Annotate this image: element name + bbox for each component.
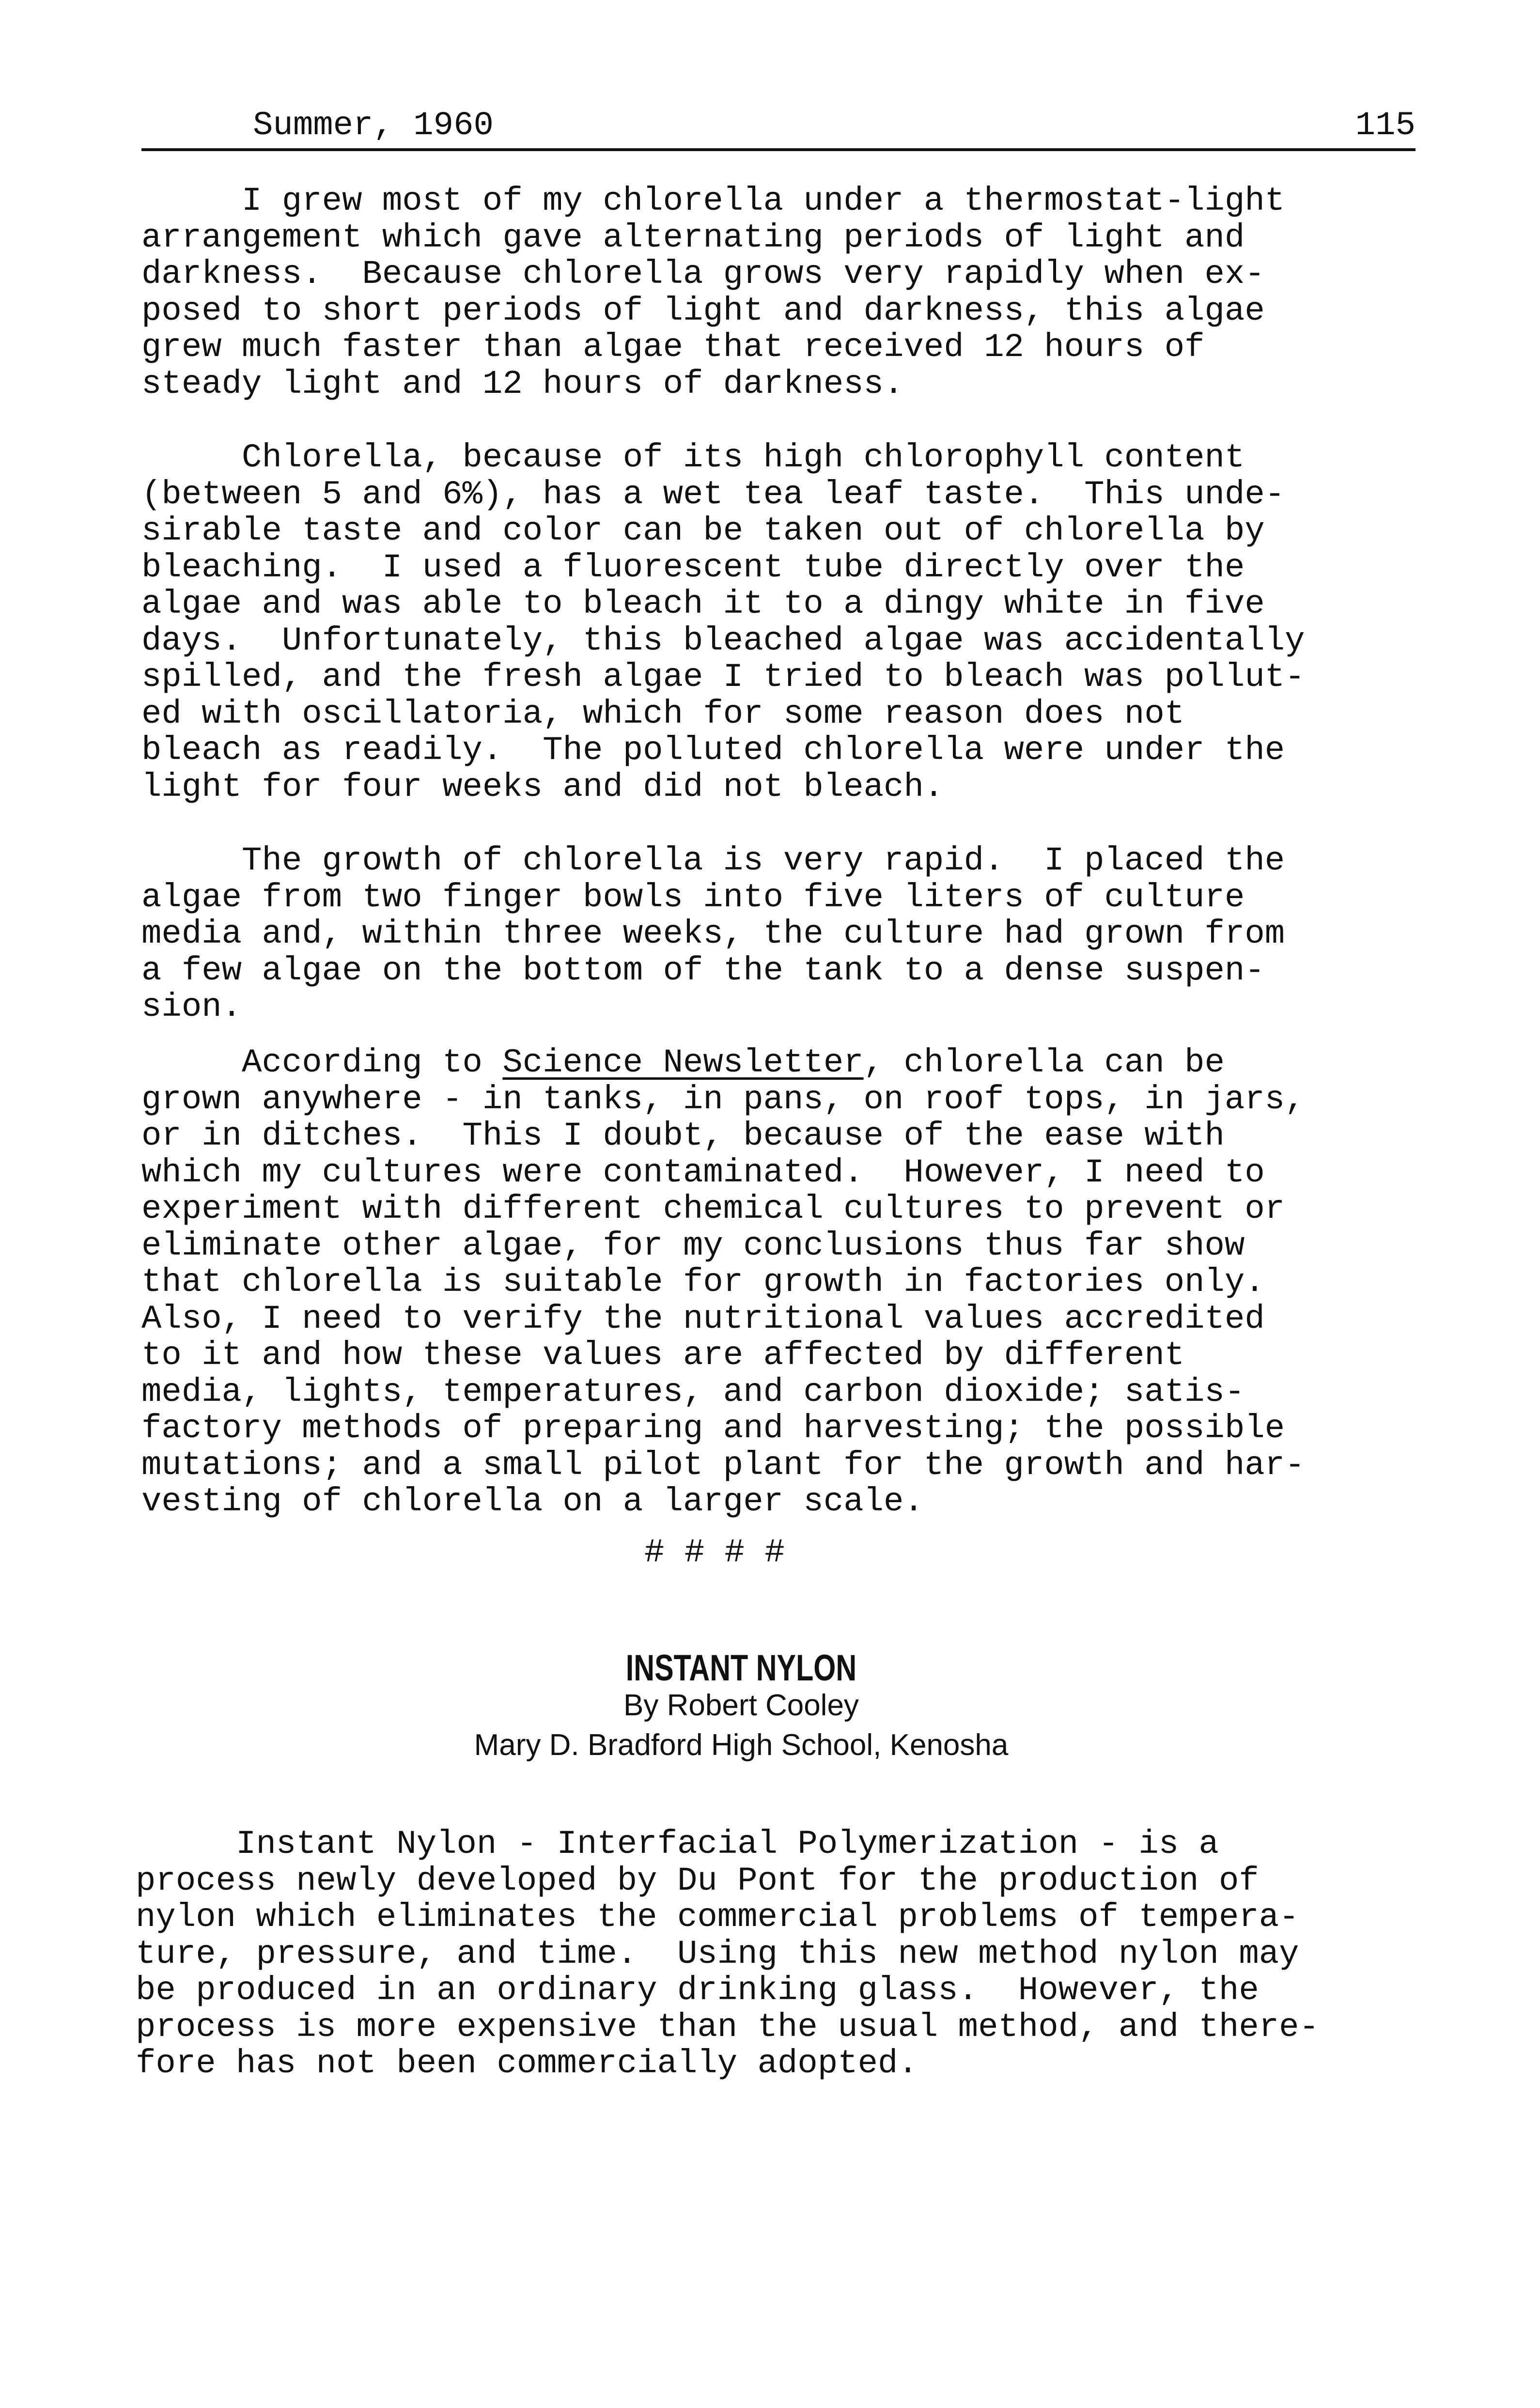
running-header xyxy=(141,104,1416,151)
paragraph-body: , chlorella can be grown anywhere - in tanks, in pans, on roof tops, in jars, or in ditches. This I doubt, because of the ease with which my cultures were contaminated. However, I need to experiment with different chemical cultures to prevent or eliminate other algae, for my conclusions thus far show that chlorella is suitable for growth in factories only. Also, I need to verify the nutritional values accredited to it and how these values are affected by different media, lights, temperatures, and carbon dioxide; satis- factory methods of preparing and harvesting; the possible mutations; and a small pilot plant for the growth and har- vesting of chlorella on a larger scale. xyxy=(141,1044,1305,1521)
chlorella-paragraph-1: I grew most of my chlorella under a thermostat-light arrangement which gave alternating periods of light and darkness. Because chlorella grows very rapidly when ex- posed to short periods of light and darkness, this algae grew much faster than algae that received 12 hours of steady light and 12 hours of darkness. xyxy=(141,182,1285,403)
author-school: Mary D. Bradford High School, Kenosha xyxy=(474,1728,1009,1762)
section-separator: # # # # xyxy=(644,1534,785,1571)
chlorella-paragraph-3: The growth of chlorella is very rapid. I placed the algae from two finger bowls into five liters of culture media and, within three weeks, the culture had grown from a few algae on the bottom of the tank to a dense suspen- sion. xyxy=(141,842,1285,1026)
issue-date: Summer, 1960 xyxy=(253,107,494,144)
page-number: 115 xyxy=(1355,107,1416,144)
article-title: INSTANT NYLON xyxy=(625,1647,857,1689)
publication-title: Science Newsletter xyxy=(502,1044,864,1082)
article-byline: By Robert Cooley xyxy=(623,1689,859,1722)
chlorella-paragraph-2: Chlorella, because of its high chlorophyll content (between 5 and 6%), has a wet tea leaf taste. This unde- sirable taste and color can be taken out of chlorella by bleaching. I used a fluorescent tube directly over the algae and was able to bleach it to a dingy white in five days. Unfortunately, this bleached algae was accidentally spilled, and the fresh algae I tried to bleach was pollut- ed with oscillatoria, which for some reason does not bleach as readily. The polluted chlorella were under the light for four weeks and did not bleach. xyxy=(141,439,1305,806)
paragraph-lead: According to xyxy=(141,1044,503,1082)
nylon-paragraph-1: Instant Nylon - Interfacial Polymerization - is a process newly developed by Du Pont for the production of nylon which eliminates the commercial problems of tempera- ture, pressure, and time. Using this new method nylon may be produced in an ordinary drinking glass. However, the process is more expensive than the usual method, and there- fore has not been commercially adopted. xyxy=(136,1825,1319,2082)
chlorella-paragraph-4 xyxy=(141,1045,1305,1521)
